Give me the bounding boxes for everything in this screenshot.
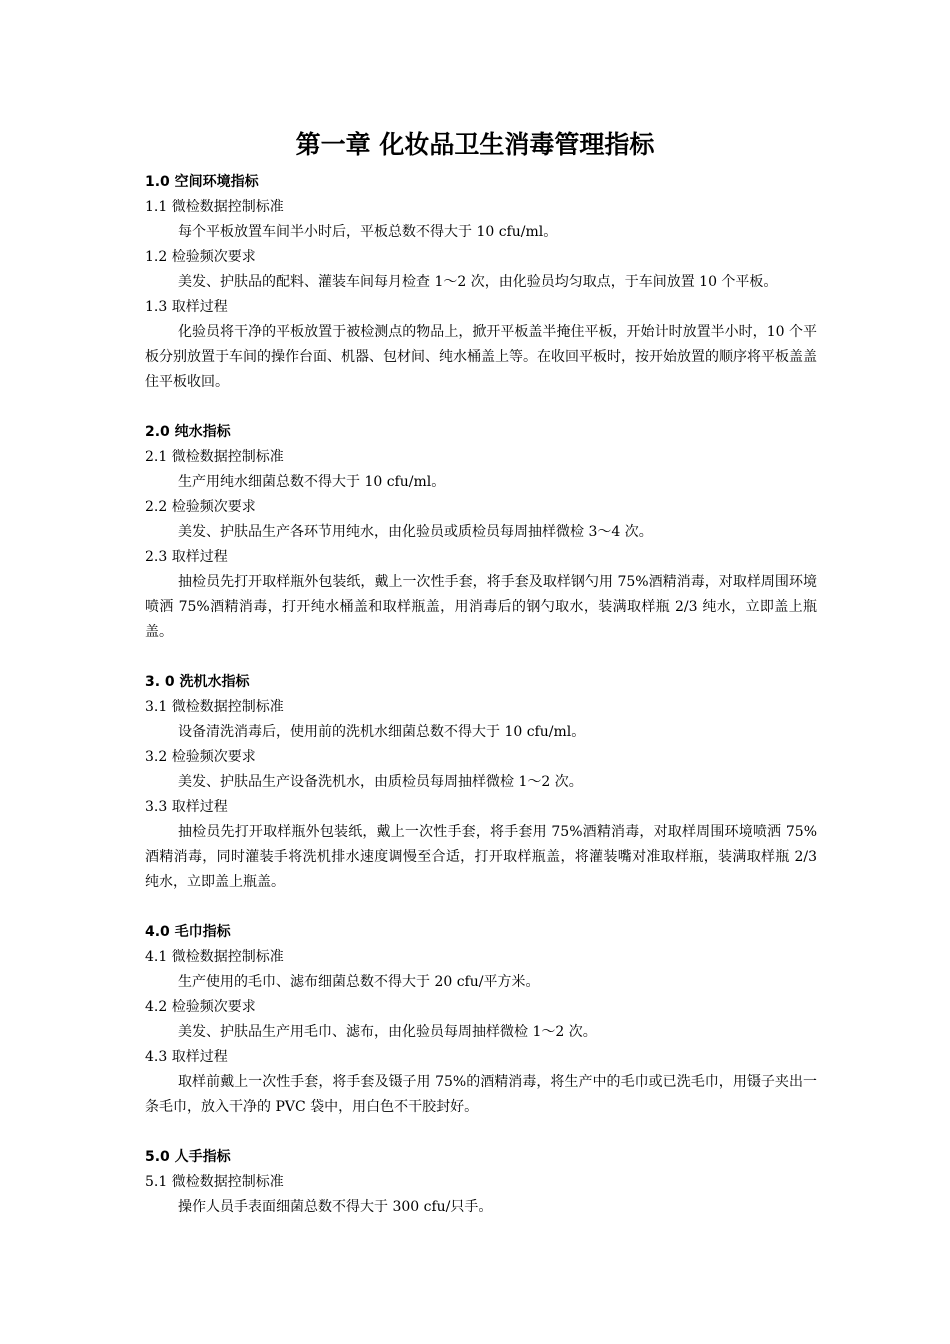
section-pure-water (145, 420, 817, 645)
subsection-label: 4.2 检验频次要求 (145, 999, 256, 1015)
section-towel (145, 920, 817, 1120)
page-title: 第一章 化妆品卫生消毒管理指标 (295, 130, 655, 159)
section-heading: 3. 0 洗机水指标 (145, 674, 250, 690)
paragraph: 设备清洗消毒后，使用前的洗机水细菌总数不得大于 10 cfu/ml。 (178, 724, 586, 740)
paragraph: 美发、护肤品的配料、灌装车间每月检查 1～2 次，由化验员均匀取点，于车间放置 10 个平板。 (178, 274, 778, 290)
subsection-label: 4.1 微检数据控制标准 (145, 949, 284, 965)
subsection-label: 2.1 微检数据控制标准 (145, 449, 284, 465)
section-hands (145, 1145, 817, 1220)
paragraph: 化验员将干净的平板放置于被检测点的物品上，掀开平板盖半掩住平板，开始计时放置半小时，10 个平板分别放置于车间的操作台面、机器、包材间、纯水桶盖上等。在收回平板时，按开始放置的顺序将平板盖盖住平板收回。 (145, 324, 817, 390)
subsection-label: 1.1 微检数据控制标准 (145, 199, 284, 215)
subsection-label: 3.2 检验频次要求 (145, 749, 256, 765)
subsection-label: 3.3 取样过程 (145, 799, 228, 815)
subsection-label: 2.3 取样过程 (145, 549, 228, 565)
section-heading: 1.0 空间环境指标 (145, 174, 259, 190)
section-heading: 2.0 纯水指标 (145, 424, 231, 440)
paragraph: 生产使用的毛巾、滤布细菌总数不得大于 20 cfu/平方米。 (178, 974, 540, 990)
subsection-label: 3.1 微检数据控制标准 (145, 699, 284, 715)
paragraph: 美发、护肤品生产各环节用纯水，由化验员或质检员每周抽样微检 3～4 次。 (178, 524, 653, 540)
section-heading: 5.0 人手指标 (145, 1149, 231, 1165)
document-body (145, 170, 817, 1245)
paragraph: 生产用纯水细菌总数不得大于 10 cfu/ml。 (178, 474, 446, 490)
paragraph: 每个平板放置车间半小时后，平板总数不得大于 10 cfu/ml。 (178, 224, 558, 240)
paragraph: 美发、护肤品生产用毛巾、滤布，由化验员每周抽样微检 1～2 次。 (178, 1024, 597, 1040)
section-heading: 4.0 毛巾指标 (145, 924, 231, 940)
subsection-label: 1.2 检验频次要求 (145, 249, 256, 265)
paragraph: 抽检员先打开取样瓶外包装纸，戴上一次性手套，将手套及取样钢勺用 75%酒精消毒，对取样周围环境喷洒 75%酒精消毒，打开纯水桶盖和取样瓶盖，用消毒后的钢勺取水，装满取样瓶 2/3 纯水，立即盖上瓶盖。 (145, 574, 817, 640)
subsection-label: 5.1 微检数据控制标准 (145, 1174, 284, 1190)
paragraph: 美发、护肤品生产设备洗机水，由质检员每周抽样微检 1～2 次。 (178, 774, 583, 790)
subsection-label: 2.2 检验频次要求 (145, 499, 256, 515)
paragraph: 操作人员手表面细菌总数不得大于 300 cfu/只手。 (178, 1199, 493, 1215)
paragraph: 取样前戴上一次性手套，将手套及镊子用 75%的酒精消毒，将生产中的毛巾或已洗毛巾，用镊子夹出一条毛巾，放入干净的 PVC 袋中，用白色不干胶封好。 (145, 1074, 817, 1115)
subsection-label: 1.3 取样过程 (145, 299, 228, 315)
section-machine-wash-water (145, 670, 817, 895)
paragraph: 抽检员先打开取样瓶外包装纸，戴上一次性手套，将手套用 75%酒精消毒，对取样周围环境喷洒 75%酒精消毒，同时灌装手将洗机排水速度调慢至合适，打开取样瓶盖，将灌装嘴对准取样瓶，装满取样瓶 2/3 纯水，立即盖上瓶盖。 (145, 824, 817, 890)
subsection-label: 4.3 取样过程 (145, 1049, 228, 1065)
section-space-environment (145, 170, 817, 395)
